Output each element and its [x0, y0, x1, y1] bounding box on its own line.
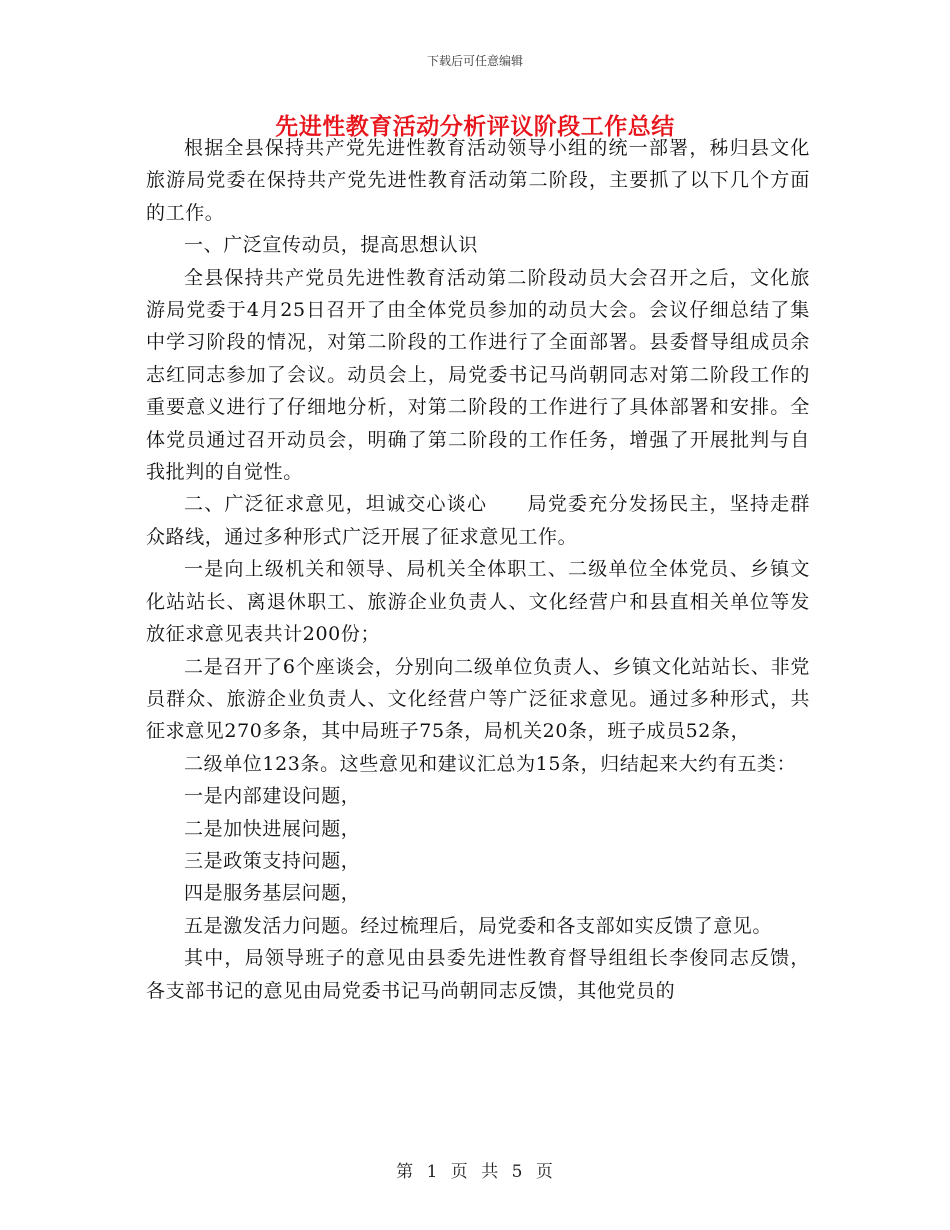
paragraph-feedback: 其中，局领导班子的意见由县委先进性教育督导组组长李俊同志反馈，各支部书记的意见由局党委书记马尚朝同志反馈，其他党员的: [146, 947, 810, 1002]
paragraph-section-1-heading: 一、广泛宣传动员，提高思想认识: [184, 234, 479, 257]
footer-total-unit: 页: [535, 1162, 554, 1182]
paragraph-summary: 二级单位123条。这些意见和建议汇总为15条，归结起来大约有五类：: [184, 752, 797, 775]
footer-prefix: 第: [396, 1162, 415, 1182]
footer-total-pages: 5: [511, 1162, 524, 1182]
document-title: 先进性教育活动分析评议阶段工作总结: [275, 113, 675, 140]
page-header-note: 下载后可任意编辑: [426, 54, 523, 68]
page-footer: [0, 1157, 950, 1182]
footer-total-prefix: 共: [481, 1162, 500, 1182]
footer-page-unit: 页: [450, 1162, 469, 1182]
paragraph-section-2: 二、广泛征求意见，坦诚交心谈心 局党委充分发扬民主，坚持走群众路线，通过多种形式广泛开展了征求意见工作。: [146, 493, 810, 548]
document-body: [146, 132, 810, 1007]
paragraph-category-2: 二是加快进展问题，: [184, 817, 361, 840]
paragraph-category-5: 五是激发活力问题。经过梳理后，局党委和各支部如实反馈了意见。: [184, 914, 773, 937]
paragraph-item-1: 一是向上级机关和领导、局机关全体职工、二级单位全体党员、乡镇文化站站长、离退休职工、旅游企业负责人、文化经营户和县直相关单位等发放征求意见表共计200份；: [146, 558, 810, 646]
paragraph-item-2: 二是召开了6个座谈会，分别向二级单位负责人、乡镇文化站站长、非党员群众、旅游企业负责人、文化经营户等广泛征求意见。通过多种形式，共征求意见270多条，其中局班子75条，局机关20条，班子成员52条，: [146, 655, 810, 743]
paragraph-intro: 根据全县保持共产党先进性教育活动领导小组的统一部署，秭归县文化旅游局党委在保持共产党先进性教育活动第二阶段，主要抓了以下几个方面的工作。: [146, 137, 810, 224]
footer-page-number: 1: [426, 1162, 439, 1182]
paragraph-category-1: 一是内部建设问题，: [184, 785, 361, 808]
paragraph-category-4: 四是服务基层问题，: [184, 882, 361, 905]
paragraph-section-1-body: 全县保持共产党员先进性教育活动第二阶段动员大会召开之后，文化旅游局党委于4月25日召开了由全体党员参加的动员大会。会议仔细总结了集中学习阶段的情况，对第二阶段的工作进行了全面部署。县委督导组成员余志红同志参加了会议。动员会上，局党委书记马尚朝同志对第二阶段工作的重要意义进行了仔细地分析，对第二阶段的工作进行了具体部署和安排。全体党员通过召开动员会，明确了第二阶段的工作任务，增强了开展批判与自我批判的自觉性。: [146, 266, 810, 484]
paragraph-category-3: 三是政策支持问题，: [184, 849, 361, 872]
